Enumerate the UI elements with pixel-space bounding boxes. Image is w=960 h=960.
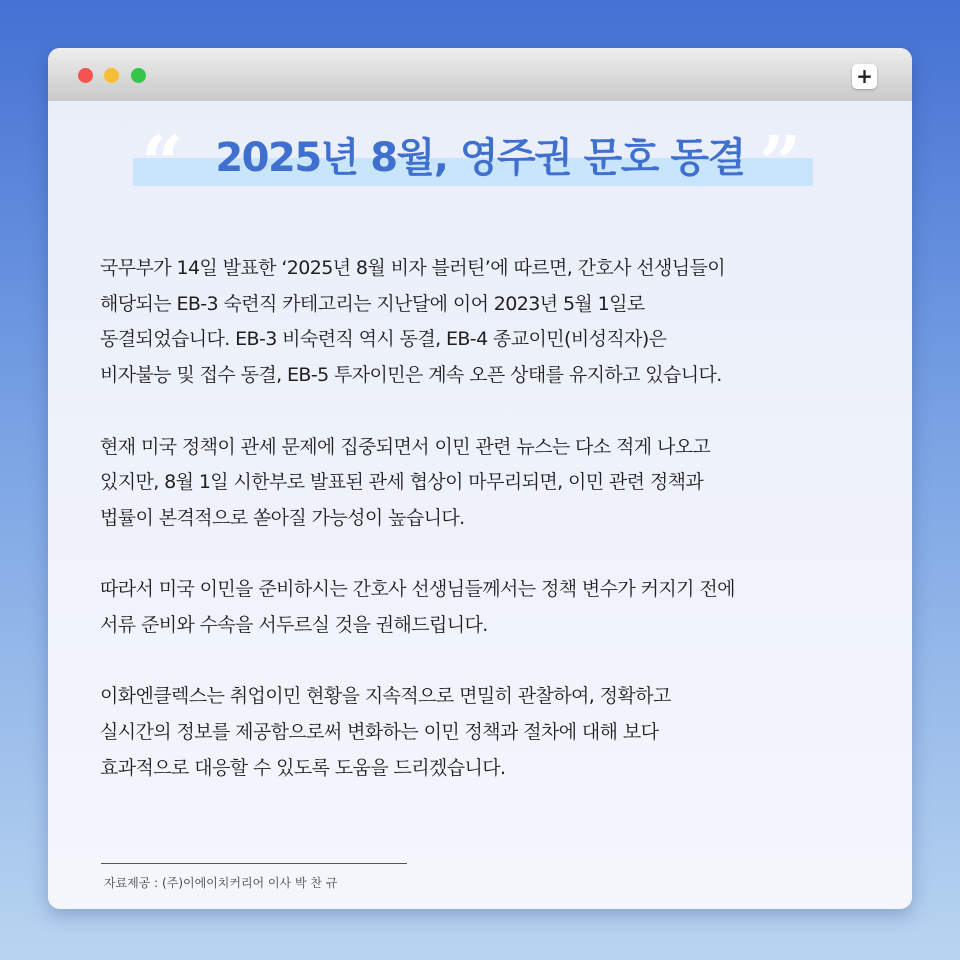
open-quote-icon: “ (141, 121, 184, 207)
body-line: 서류 준비와 수속을 서두르실 것을 권해드립니다. (100, 614, 488, 636)
body-line: 효과적으로 대응할 수 있도록 도움을 드리겠습니다. (100, 756, 506, 779)
body-line: 국무부가 14일 발표한 ‘2025년 8월 비자 블러틴’에 따르면, 간호사 선생님들이 (100, 257, 726, 279)
body-line: 해당되는 EB-3 숙련직 카테고리는 지난달에 이어 2023년 5월 1일로 (100, 292, 645, 315)
minimize-window-icon[interactable] (104, 68, 119, 83)
paragraph-2 (100, 430, 880, 537)
new-tab-button[interactable]: + (852, 64, 877, 89)
body-line: 있지만, 8월 1일 시한부로 발표된 관세 협상이 마무리되면, 이민 관련 정책과 (100, 471, 704, 494)
title-bar (48, 48, 912, 101)
article-body (100, 251, 880, 787)
body-line: 비자불능 및 접수 동결, EB-5 투자이민은 계속 오픈 상태를 유지하고 있습니다. (100, 364, 722, 387)
paragraph-3 (100, 572, 880, 643)
body-line: 현재 미국 정책이 관세 문제에 집중되면서 이민 관련 뉴스는 다소 적게 나오고 (100, 435, 711, 458)
body-line: 이화엔클렉스는 취업이민 현황을 지속적으로 면밀히 관찰하여, 정확하고 (100, 685, 671, 708)
content-window (48, 48, 912, 909)
close-quote-icon: ” (759, 121, 802, 207)
body-line: 실시간의 정보를 제공함으로써 변화하는 이민 정책과 절차에 대해 보다 (100, 721, 659, 744)
maximize-window-icon[interactable] (131, 68, 146, 83)
footer-divider (101, 863, 407, 864)
source-credit: 자료제공 : (주)이에이치커리어 이사 박 찬 규 (104, 876, 338, 890)
paragraph-4 (100, 679, 880, 786)
close-window-icon[interactable] (78, 68, 93, 83)
body-line: 따라서 미국 이민을 준비하시는 간호사 선생님들께서는 정책 변수가 커지기 전에 (100, 578, 735, 601)
paragraph-1 (100, 251, 880, 394)
page-title: 2025년 8월, 영주권 문호 동결 (215, 135, 745, 181)
headline (48, 121, 912, 207)
body-line: 동결되었습니다. EB-3 비숙련직 역시 동결, EB-4 종교이민(비성직자)은 (100, 328, 667, 351)
body-line: 법률이 본격적으로 쏟아질 가능성이 높습니다. (100, 506, 465, 529)
